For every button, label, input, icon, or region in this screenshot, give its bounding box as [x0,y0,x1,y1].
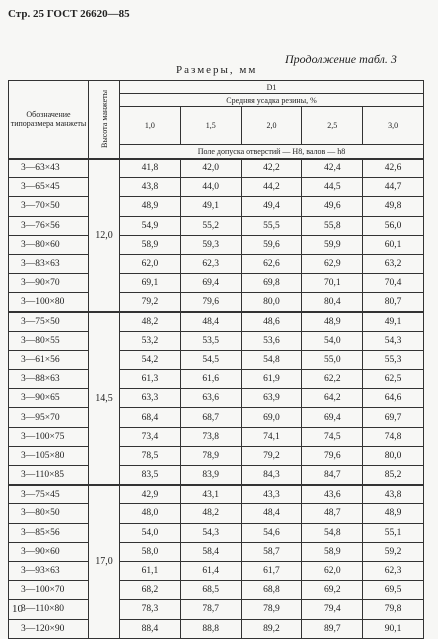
table-row [9,408,424,427]
d1-value-cell: 49,1 [180,197,241,216]
d1-value-cell: 74,8 [363,427,424,446]
designation-cell: 3—65×45 [9,178,89,197]
d1-value-cell: 74,1 [241,427,302,446]
d1-value-cell: 68,4 [120,408,181,427]
table-row [9,600,424,619]
d1-value-cell: 73,4 [120,427,181,446]
d1-value-cell: 64,2 [302,389,363,408]
designation-cell: 3—90×60 [9,542,89,561]
d1-value-cell: 85,2 [363,466,424,485]
d1-value-cell: 54,0 [302,331,363,350]
designation-cell: 3—70×50 [9,197,89,216]
d1-value-cell: 68,2 [120,581,181,600]
d1-value-cell: 61,4 [180,561,241,580]
table-row [9,235,424,254]
d1-value-cell: 59,6 [241,235,302,254]
d1-value-cell: 78,7 [180,600,241,619]
table-row [9,466,424,485]
d1-value-cell: 70,4 [363,274,424,293]
table-row [9,523,424,542]
d1-value-cell: 61,1 [120,561,181,580]
d1-value-cell: 42,0 [180,159,241,178]
d1-value-cell: 43,8 [120,178,181,197]
tolerance-note: Поле допуска отверстий — H8, валов — h8 [120,145,424,159]
d1-value-cell: 48,7 [302,504,363,523]
d1-value-cell: 69,8 [241,274,302,293]
designation-cell: 3—90×65 [9,389,89,408]
d1-value-cell: 49,1 [363,312,424,331]
d1-value-cell: 88,8 [180,619,241,638]
d1-value-cell: 55,2 [180,216,241,235]
d1-value-cell: 84,3 [241,466,302,485]
d1-value-cell: 62,0 [120,254,181,273]
d1-value-cell: 78,9 [241,600,302,619]
table-row [9,350,424,369]
d1-value-cell: 58,4 [180,542,241,561]
d1-value-cell: 44,7 [363,178,424,197]
designation-cell: 3—110×80 [9,600,89,619]
d1-value-cell: 53,6 [241,331,302,350]
d1-value-cell: 49,6 [302,197,363,216]
d1-value-cell: 61,3 [120,370,181,389]
d1-value-cell: 53,5 [180,331,241,350]
height-cell: 17,0 [89,485,120,639]
d1-value-cell: 58,7 [241,542,302,561]
d1-value-cell: 62,6 [241,254,302,273]
d1-value-cell: 48,0 [120,504,181,523]
designation-cell: 3—61×56 [9,350,89,369]
d1-value-cell: 55,1 [363,523,424,542]
d1-value-cell: 41,8 [120,159,181,178]
d1-value-cell: 56,0 [363,216,424,235]
d1-value-cell: 74,5 [302,427,363,446]
designation-cell: 3—120×90 [9,619,89,638]
shrinkage-value-header: 1,0 [120,107,181,145]
designation-cell: 3—110×85 [9,466,89,485]
d1-value-cell: 62,5 [363,370,424,389]
d1-value-cell: 90,1 [363,619,424,638]
d1-value-cell: 48,6 [241,312,302,331]
page-number: 10 [12,603,23,615]
designation-cell: 3—88×63 [9,370,89,389]
height-cell: 14,5 [89,312,120,485]
shrinkage-value-header: 2,0 [241,107,302,145]
table-row [9,581,424,600]
d1-value-cell: 48,9 [120,197,181,216]
d1-value-cell: 48,2 [120,312,181,331]
table-row [9,274,424,293]
d1-value-cell: 42,9 [120,485,181,504]
designation-cell: 3—80×50 [9,504,89,523]
d1-value-cell: 69,1 [120,274,181,293]
d1-value-cell: 43,6 [302,485,363,504]
d1-value-cell: 84,7 [302,466,363,485]
table-row [9,446,424,465]
designation-cell: 3—76×56 [9,216,89,235]
d1-value-cell: 61,9 [241,370,302,389]
table-row [9,312,424,331]
d1-value-cell: 63,6 [180,389,241,408]
table-row [9,216,424,235]
designation-cell: 3—100×80 [9,293,89,312]
d1-value-cell: 68,8 [241,581,302,600]
d1-value-cell: 54,5 [180,350,241,369]
d1-value-cell: 54,0 [120,523,181,542]
d1-value-cell: 73,8 [180,427,241,446]
d1-value-cell: 62,0 [302,561,363,580]
d1-value-cell: 48,4 [180,312,241,331]
d1-value-cell: 58,9 [120,235,181,254]
d1-value-cell: 48,4 [241,504,302,523]
d1-value-cell: 69,7 [363,408,424,427]
d1-value-cell: 83,9 [180,466,241,485]
d1-value-cell: 80,0 [241,293,302,312]
d1-value-cell: 62,9 [302,254,363,273]
d1-value-cell: 79,4 [302,600,363,619]
table-continuation-label: Продолжение табл. 3 [285,52,397,66]
height-header [89,81,120,159]
d1-value-cell: 43,8 [363,485,424,504]
d1-value-cell: 69,4 [180,274,241,293]
d1-value-cell: 68,5 [180,581,241,600]
d1-value-cell: 88,4 [120,619,181,638]
table-row [9,197,424,216]
d1-value-cell: 63,3 [120,389,181,408]
table-row [9,619,424,638]
d1-value-cell: 43,1 [180,485,241,504]
designation-cell: 3—95×70 [9,408,89,427]
d1-value-cell: 44,2 [241,178,302,197]
d1-value-cell: 59,3 [180,235,241,254]
d1-value-cell: 69,2 [302,581,363,600]
d1-value-cell: 43,3 [241,485,302,504]
table-row [9,178,424,197]
d1-value-cell: 53,2 [120,331,181,350]
d1-value-cell: 69,0 [241,408,302,427]
designation-cell: 3—75×50 [9,312,89,331]
table-row [9,370,424,389]
d1-value-cell: 69,4 [302,408,363,427]
d1-value-cell: 58,0 [120,542,181,561]
d1-value-cell: 42,2 [241,159,302,178]
page-header-left: Стр. 25 ГОСТ 26620—85 [8,8,130,20]
shrinkage-value-header: 3,0 [363,107,424,145]
d1-value-cell: 79,6 [302,446,363,465]
designation-cell: 3—100×70 [9,581,89,600]
d1-value-cell: 55,8 [302,216,363,235]
d1-value-cell: 62,2 [302,370,363,389]
table-row [9,427,424,446]
d1-value-cell: 78,9 [180,446,241,465]
d1-value-cell: 62,3 [363,561,424,580]
d1-value-cell: 42,6 [363,159,424,178]
designation-cell: 3—80×55 [9,331,89,350]
d1-value-cell: 61,6 [180,370,241,389]
d1-value-cell: 89,2 [241,619,302,638]
d1-value-cell: 60,1 [363,235,424,254]
d1-value-cell: 59,2 [363,542,424,561]
d1-value-cell: 78,5 [120,446,181,465]
designation-cell: 3—75×45 [9,485,89,504]
designation-cell: 3—93×63 [9,561,89,580]
d1-value-cell: 64,6 [363,389,424,408]
d1-value-cell: 68,7 [180,408,241,427]
d1-value-cell: 54,3 [363,331,424,350]
designation-cell: 3—100×75 [9,427,89,446]
dimensions-title: Размеры, мм [176,64,258,76]
designation-cell: 3—63×43 [9,159,89,178]
d1-value-cell: 48,9 [302,312,363,331]
d1-value-cell: 59,9 [302,235,363,254]
d1-value-cell: 58,9 [302,542,363,561]
table-row [9,561,424,580]
table-row [9,542,424,561]
d1-value-cell: 61,7 [241,561,302,580]
shrinkage-value-header: 1,5 [180,107,241,145]
d1-value-cell: 54,3 [180,523,241,542]
d1-value-cell: 79,6 [180,293,241,312]
d1-value-cell: 49,4 [241,197,302,216]
designation-cell: 3—105×80 [9,446,89,465]
d1-value-cell: 44,5 [302,178,363,197]
d1-value-cell: 69,5 [363,581,424,600]
d1-value-cell: 55,0 [302,350,363,369]
table-row [9,331,424,350]
d1-value-cell: 63,2 [363,254,424,273]
table-row [9,293,424,312]
d1-value-cell: 89,7 [302,619,363,638]
d1-value-cell: 70,1 [302,274,363,293]
d1-value-cell: 83,5 [120,466,181,485]
d1-value-cell: 79,2 [120,293,181,312]
height-header-label: Высота манжеты [99,90,109,149]
d1-value-cell: 80,4 [302,293,363,312]
d1-value-cell: 54,9 [120,216,181,235]
d1-value-cell: 42,4 [302,159,363,178]
d1-value-cell: 78,3 [120,600,181,619]
d1-header: D1 [120,81,424,94]
d1-value-cell: 49,8 [363,197,424,216]
designation-cell: 3—85×56 [9,523,89,542]
designation-header: Обозначение типоразмера манжеты [9,81,89,159]
table-row [9,504,424,523]
table-row [9,485,424,504]
d1-value-cell: 55,5 [241,216,302,235]
d1-value-cell: 54,8 [302,523,363,542]
designation-cell: 3—80×60 [9,235,89,254]
height-cell: 12,0 [89,159,120,313]
designation-cell: 3—83×63 [9,254,89,273]
shrinkage-header: Средняя усадка резины, % [120,94,424,107]
d1-value-cell: 63,9 [241,389,302,408]
table-row [9,254,424,273]
d1-value-cell: 48,2 [180,504,241,523]
shrinkage-value-header: 2,5 [302,107,363,145]
d1-value-cell: 79,2 [241,446,302,465]
table-row [9,389,424,408]
d1-value-cell: 62,3 [180,254,241,273]
cuff-dimensions-table [8,80,424,639]
d1-value-cell: 80,7 [363,293,424,312]
d1-value-cell: 54,8 [241,350,302,369]
d1-value-cell: 54,2 [120,350,181,369]
d1-value-cell: 48,9 [363,504,424,523]
table-row [9,159,424,178]
d1-value-cell: 79,8 [363,600,424,619]
d1-value-cell: 44,0 [180,178,241,197]
d1-value-cell: 55,3 [363,350,424,369]
designation-cell: 3—90×70 [9,274,89,293]
d1-value-cell: 80,0 [363,446,424,465]
d1-value-cell: 54,6 [241,523,302,542]
